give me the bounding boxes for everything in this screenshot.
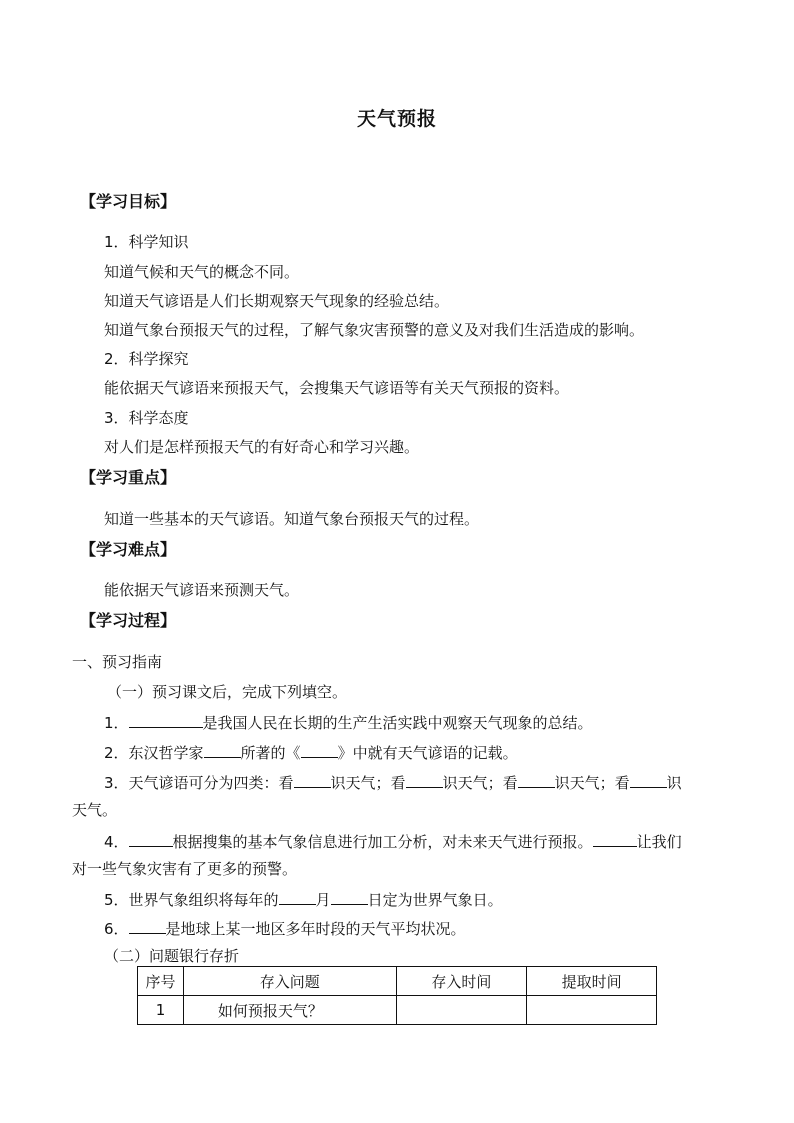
difficulty-heading: 【学习难点】 <box>80 540 177 559</box>
fill-blank[interactable] <box>129 711 203 728</box>
question-3-text-a: 3．天气谚语可分为四类：看 <box>104 774 294 792</box>
row-deposit-time[interactable] <box>396 996 527 1025</box>
question-3 <box>104 771 682 793</box>
goals-heading: 【学习目标】 <box>80 192 177 211</box>
sub1-heading: （一）预习课文后，完成下列填空。 <box>107 683 348 701</box>
question-3-text-c: 识天气；看 <box>442 774 518 792</box>
question-3-continuation: 天气。 <box>72 801 118 819</box>
question-1-number: 1． <box>104 714 129 732</box>
question-3-text-b: 识天气；看 <box>330 774 406 792</box>
question-1-text: 是我国人民在长期的生产生活实践中观察天气现象的总结。 <box>202 714 593 732</box>
fill-blank[interactable] <box>331 888 368 905</box>
fill-blank[interactable] <box>294 771 331 788</box>
row-number: 1 <box>138 996 184 1025</box>
row-question: 如何预报天气？ <box>183 996 396 1025</box>
question-3-text-e: 识 <box>666 774 682 792</box>
question-5-text-b: 月 <box>315 891 331 909</box>
question-5-text-a: 5．世界气象组织将每年的 <box>104 891 279 909</box>
goals-item2-line: 能依据天气谚语来预报天气，会搜集天气谚语等有关天气预报的资料。 <box>104 379 570 397</box>
fill-blank[interactable] <box>129 830 173 847</box>
fill-blank[interactable] <box>593 830 637 847</box>
column-header-number: 序号 <box>138 967 184 996</box>
fill-blank[interactable] <box>204 741 241 758</box>
row-withdraw-time[interactable] <box>527 996 657 1025</box>
key-points-line: 知道一些基本的天气谚语。知道气象台预报天气的过程。 <box>104 510 480 528</box>
question-2-text-b: 所著的《 <box>240 744 301 762</box>
document-title: 天气预报 <box>356 108 437 130</box>
fill-blank[interactable] <box>279 888 316 905</box>
question-6-text: 是地球上某一地区多年时段的天气平均状况。 <box>165 920 466 938</box>
question-2-text-a: 2．东汉哲学家 <box>104 744 204 762</box>
goals-item3-label: 3．科学态度 <box>104 409 189 427</box>
fill-blank[interactable] <box>406 771 443 788</box>
question-6 <box>104 917 466 939</box>
part1-heading: 一、预习指南 <box>72 653 163 671</box>
question-4-number: 4． <box>104 833 129 851</box>
goals-item3-line: 对人们是怎样预报天气的有好奇心和学习兴趣。 <box>104 438 420 456</box>
question-3-text-d: 识天气；看 <box>554 774 630 792</box>
question-6-number: 6． <box>104 920 129 938</box>
key-points-heading: 【学习重点】 <box>80 468 177 487</box>
question-2-text-c: 》中就有天气谚语的记载。 <box>337 744 518 762</box>
column-header-withdraw-time: 提取时间 <box>527 967 657 996</box>
question-bank-table <box>137 966 657 1025</box>
goals-item1-label: 1．科学知识 <box>104 233 189 251</box>
difficulty-line: 能依据天气谚语来预测天气。 <box>104 581 300 599</box>
fill-blank[interactable] <box>518 771 555 788</box>
table-row <box>138 996 657 1025</box>
column-header-question: 存入问题 <box>183 967 396 996</box>
goals-item1-line: 知道气候和天气的概念不同。 <box>104 263 300 281</box>
table-header-row <box>138 967 657 996</box>
sub2-heading: （二）问题银行存折 <box>104 947 240 965</box>
fill-blank[interactable] <box>129 917 166 934</box>
column-header-deposit-time: 存入时间 <box>396 967 527 996</box>
question-4-text-b: 让我们 <box>636 833 682 851</box>
question-4-text-a: 根据搜集的基本气象信息进行加工分析，对未来天气进行预报。 <box>172 833 593 851</box>
goals-item1-line: 知道气象台预报天气的过程，了解气象灾害预警的意义及对我们生活造成的影响。 <box>104 321 645 339</box>
question-1 <box>104 711 593 733</box>
question-4 <box>104 830 682 852</box>
fill-blank[interactable] <box>630 771 667 788</box>
goals-item2-label: 2．科学探究 <box>104 350 189 368</box>
question-5-text-c: 日定为世界气象日。 <box>367 891 503 909</box>
question-2 <box>104 741 518 763</box>
question-4-continuation: 对一些气象灾害有了更多的预警。 <box>72 860 298 878</box>
fill-blank[interactable] <box>301 741 338 758</box>
goals-item1-line: 知道天气谚语是人们长期观察天气现象的经验总结。 <box>104 292 450 310</box>
process-heading: 【学习过程】 <box>80 611 177 630</box>
question-5 <box>104 888 503 910</box>
